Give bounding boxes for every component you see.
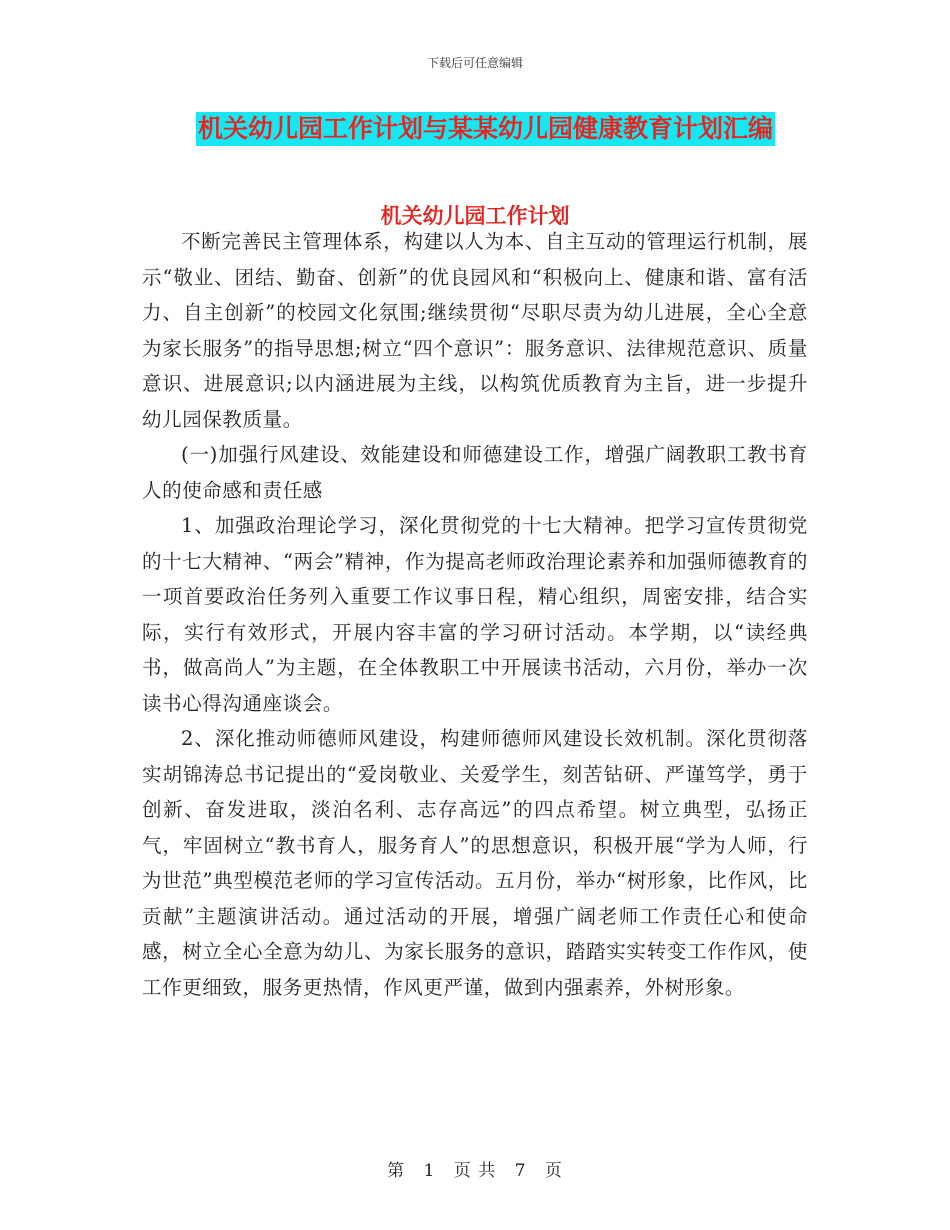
paragraph-intro: 不断完善民主管理体系，构建以人为本、自主互动的管理运行机制，展示“敬业、团结、勤奋、创新”的优良园风和“积极向上、健康和谐、富有活力、自主创新”的校园文化氛围;继续贯彻“尽职尽责为幼儿进展，全心全意为家长服务”的指导思想;树立“四个意识”：服务意识、法律规范意识、质量意识、进展意识;以内涵进展为主线，以构筑优质教育为主旨，进一步提升幼儿园保教质量。 [142,230,808,431]
footer-prefix: 第 [387,1161,406,1181]
paragraph-item-1: 1、加强政治理论学习，深化贯彻党的十七大精神。把学习宣传贯彻党的十七大精神、“两会”精神，作为提高老师政治理论素养和加强师德教育的一项首要政治任务列入重要工作议事日程，精心组织，周密安排，结合实际，实行有效形式，开展内容丰富的学习研讨活动。本学期，以“读经典书，做高尚人”为主题，在全体教职工中开展读书活动，六月份，举办一次读书心得沟通座谈会。 [142,514,808,715]
footer-suffix: 页 [544,1161,563,1181]
document-body [142,224,808,1005]
footer-page-number: 1 [423,1161,436,1181]
paragraph-heading-1: (一)加强行风建设、效能建设和师德建设工作，增强广阔教职工教书育人的使命感和责任感 [142,443,808,502]
header-note: 下载后可任意编辑 [426,56,523,70]
footer-total-pages: 7 [514,1161,527,1181]
section-title: 机关幼儿园工作计划 [380,203,570,228]
page-footer [0,1156,950,1181]
paragraph-item-2: 2、深化推动师德师风建设，构建师德师风建设长效机制。深化贯彻落实胡锦涛总书记提出的“爱岗敬业、关爱学生，刻苦钻研、严谨笃学，勇于创新、奋发进取，淡泊名利、志存高远”的四点希望。树立典型，弘扬正气，牢固树立“教书育人，服务育人”的思想意识，积极开展“学为人师，行为世范”典型模范老师的学习宣传活动。五月份，举办“树形象，比作风，比贡献”主题演讲活动。通过活动的开展，增强广阔老师工作责任心和使命感，树立全心全意为幼儿、为家长服务的意识，踏踏实实转变工作作风，使工作更细致，服务更热情，作风更严谨，做到内强素养，外树形象。 [142,727,808,999]
footer-middle: 页 共 [453,1161,497,1181]
document-title: 机关幼儿园工作计划与某某幼儿园健康教育计划汇编 [196,112,775,146]
